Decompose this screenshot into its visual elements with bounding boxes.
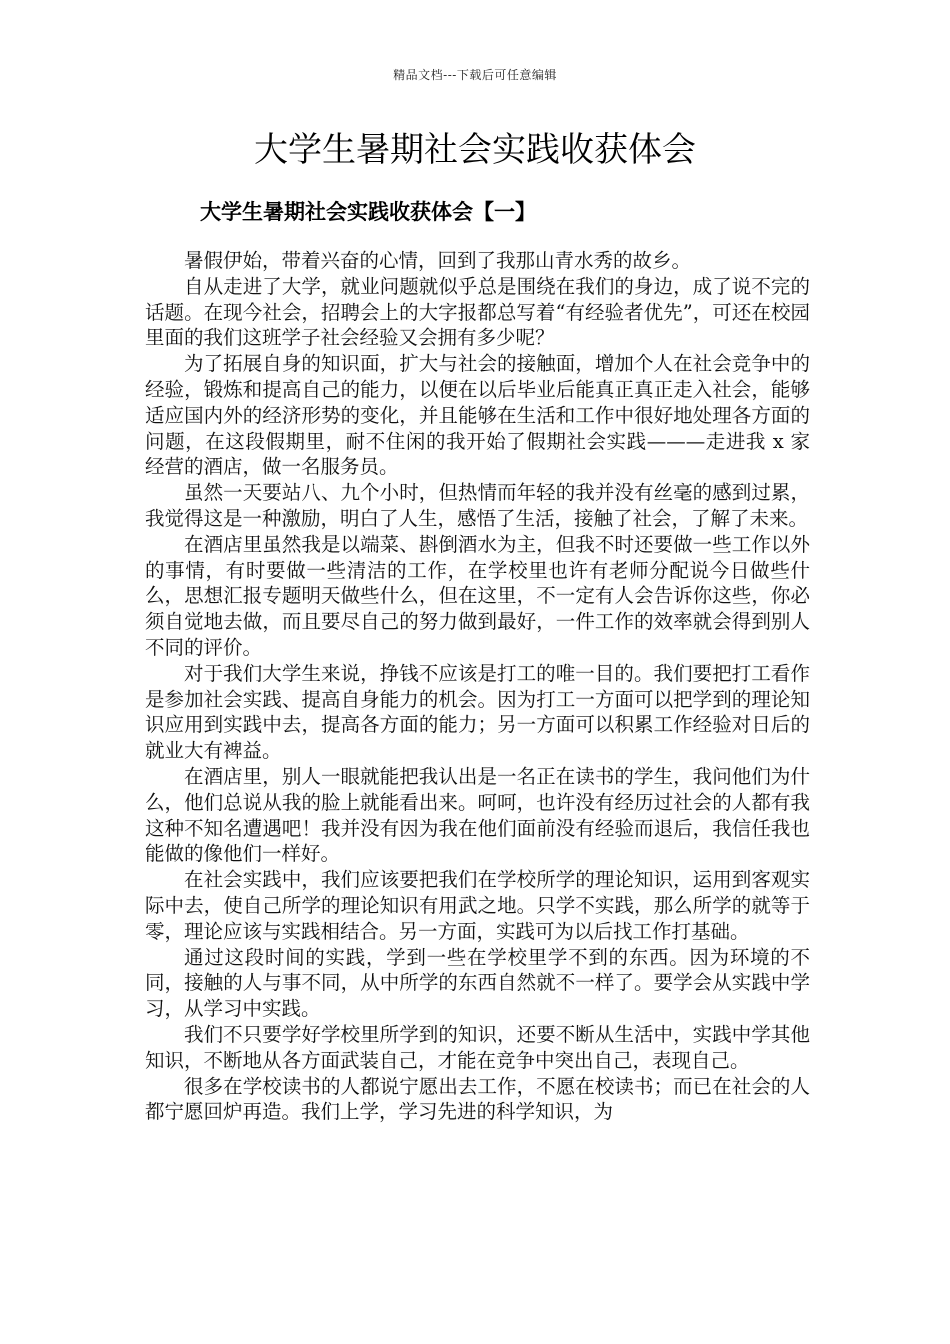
- paragraph: 自从走进了大学，就业问题就似乎总是围绕在我们的身边，成了说不完的话题。在现今社会，招聘会上的大字报都总写着“有经验者优先”，可还在校园里面的我们这班学子社会经验又会拥有多少呢？: [145, 274, 810, 350]
- section-heading: 大学生暑期社会实践收获体会【一】: [200, 199, 536, 224]
- paragraph: 对于我们大学生来说，挣钱不应该是打工的唯一目的。我们要把打工看作是参加社会实践、提高自身能力的机会。因为打工一方面可以把学到的理论知识应用到实践中去，提高各方面的能力；另一方面可以积累工作经验对日后的就业大有裨益。: [145, 661, 810, 763]
- paragraph: 暑假伊始，带着兴奋的心情，回到了我那山青水秀的故乡。: [184, 249, 692, 272]
- paragraph: 我们不只要学好学校里所学到的知识，还要不断从生活中，实践中学其他知识，不断地从各方面武装自己，才能在竞争中突出自己，表现自己。: [145, 1022, 810, 1072]
- paragraph: 通过这段时间的实践，学到一些在学校里学不到的东西。因为环境的不同，接触的人与事不同，从中所学的东西自然就不一样了。要学会从实践中学习，从学习中实践。: [145, 945, 810, 1021]
- paragraph: 为了拓展自身的知识面，扩大与社会的接触面，增加个人在社会竞争中的经验，锻炼和提高自己的能力，以便在以后毕业后能真正真正走入社会，能够适应国内外的经济形势的变化，并且能够在生活和工作中很好地处理各方面的问题，在这段假期里，耐不住闲的我开始了假期社会实践———走进我 x 家经营的酒店，做一名服务员。: [145, 352, 810, 479]
- paragraph: 在社会实践中，我们应该要把我们在学校所学的理论知识，运用到客观实际中去，使自己所学的理论知识有用武之地。只学不实践，那么所学的就等于零，理论应该与实践相结合。另一方面，实践可为以后找工作打基础。: [145, 868, 810, 943]
- paragraph: 在酒店里虽然我是以端菜、斟倒酒水为主，但我不时还要做一些工作以外的事情，有时要做一些清洁的工作，在学校里也许有老师分配说今日做些什么，思想汇报专题明天做些什么，但在这里，不一定有人会告诉你这些，你必须自觉地去做，而且要尽自己的努力做到最好，一件工作的效率就会得到别人不同的评价。: [145, 532, 810, 659]
- header-note: 精品文档---下载后可任意编辑: [393, 68, 557, 82]
- paragraph: 很多在学校读书的人都说宁愿出去工作，不愿在校读书；而已在社会的人都宁愿回炉再造。我们上学，学习先进的科学知识，为: [145, 1074, 810, 1124]
- paragraph: 虽然一天要站八、九个小时，但热情而年轻的我并没有丝毫的感到过累，我觉得这是一种激励，明白了人生，感悟了生活，接触了社会，了解了未来。: [145, 481, 810, 530]
- paragraph: 在酒店里，别人一眼就能把我认出是一名正在读书的学生，我问他们为什么，他们总说从我的脸上就能看出来。呵呵，也许没有经历过社会的人都有我这种不知名遭遇吧！我并没有因为我在他们面前没有经验而退后，我信任我也能做的像他们一样好。: [145, 764, 810, 866]
- document-body: [145, 248, 810, 1125]
- document-title: 大学生暑期社会实践收获体会: [254, 130, 696, 170]
